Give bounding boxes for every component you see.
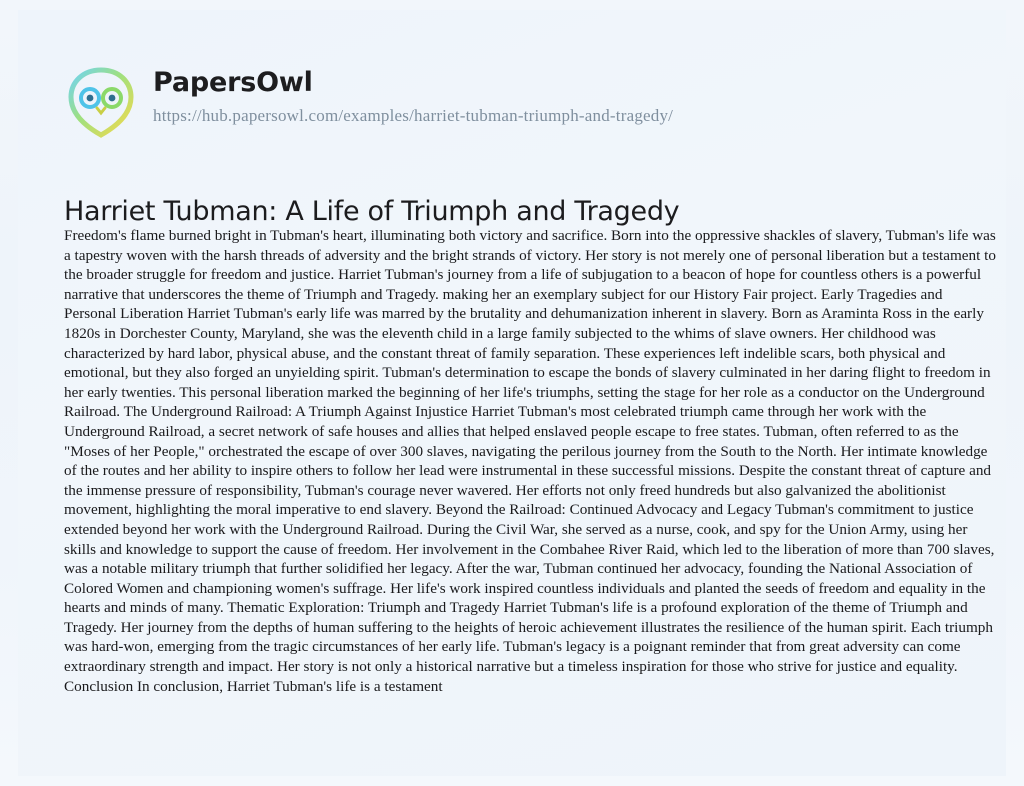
- owl-logo-icon: [63, 64, 139, 140]
- source-url[interactable]: https://hub.papersowl.com/examples/harriet-tubman-triumph-and-tragedy/: [153, 105, 674, 125]
- brand-block: [153, 62, 673, 126]
- paper-sheet: [18, 10, 1006, 776]
- article-body: Freedom's flame burned bright in Tubman's heart, illuminating both victory and sacrifice. Born into the oppressive shackles of slavery, Tubman's life was a tapestry woven with the harsh threads of adversity and the bright strands of victory. Her story is not merely one of personal liberation but a testament to the broader struggle for freedom and justice. Harriet Tubman's journey from a life of subjugation to a beacon of hope for countless others is a powerful narrative that underscores the theme of Triumph and Tragedy. making her an exemplary subject for our History Fair project. Early Tragedies and Personal Liberation Harriet Tubman's early life was marred by the brutality and dehumanization inherent in slavery. Born as Araminta Ross in the early 1820s in Dorchester County, Maryland, she was the eleventh child in a large family subjected to the whims of slave owners. Her childhood was characterized by hard labor, physical abuse, and the constant threat of family separation. These experiences left indelible scars, both physical and emotional, but they also forged an unyielding spirit. Tubman's determination to escape the bonds of slavery culminated in her daring flight to freedom in her early twenties. This personal liberation marked the beginning of her life's triumphs, setting the stage for her role as a conductor on the Underground Railroad. The Underground Railroad: A Triumph Against Injustice Harriet Tubman's most celebrated triumph came through her work with the Underground Railroad, a secret network of safe houses and allies that helped enslaved people escape to free states. Tubman, often referred to as the "Moses of her People," orchestrated the escape of over 300 slaves, navigating the perilous journey from the South to the North. Her intimate knowledge of the routes and her ability to inspire others to follow her lead were instrumental in these successful missions. Despite the constant threat of capture and the immense pressure of responsibility, Tubman's courage never wavered. Her efforts not only freed hundreds but also galvanized the abolitionist movement, highlighting the moral imperative to end slavery. Beyond the Railroad: Continued Advocacy and Legacy Tubman's commitment to justice extended beyond her work with the Underground Railroad. During the Civil War, she served as a nurse, cook, and spy for the Union Army, using her skills and knowledge to support the cause of freedom. Her involvement in the Combahee River Raid, which led to the liberation of more than 700 slaves, was a notable military triumph that further solidified her legacy. After the war, Tubman continued her advocacy, founding the National Association of Colored Women and championing women's suffrage. Her life's work inspired countless individuals and planted the seeds of freedom and equality in the hearts and minds of many. Thematic Exploration: Triumph and Tragedy Harriet Tubman's life is a profound exploration of the theme of Triumph and Tragedy. Her journey from the depths of human suffering to the heights of heroic achievement illustrates the resilience of the human spirit. Each triumph was hard-won, emerging from the tragic circumstances of her early life. Tubman's legacy is a poignant reminder that from great adversity can come extraordinary strength and impact. Her story is not only a historical narrative but a timeless inspiration for those who strive for justice and equality. Conclusion In conclusion, Harriet Tubman's life is a testament: [64, 227, 1000, 695]
- brand-name: PapersOwl: [153, 67, 313, 98]
- site-header: [63, 62, 963, 148]
- page-title: Harriet Tubman: A Life of Triumph and Tragedy: [64, 196, 680, 228]
